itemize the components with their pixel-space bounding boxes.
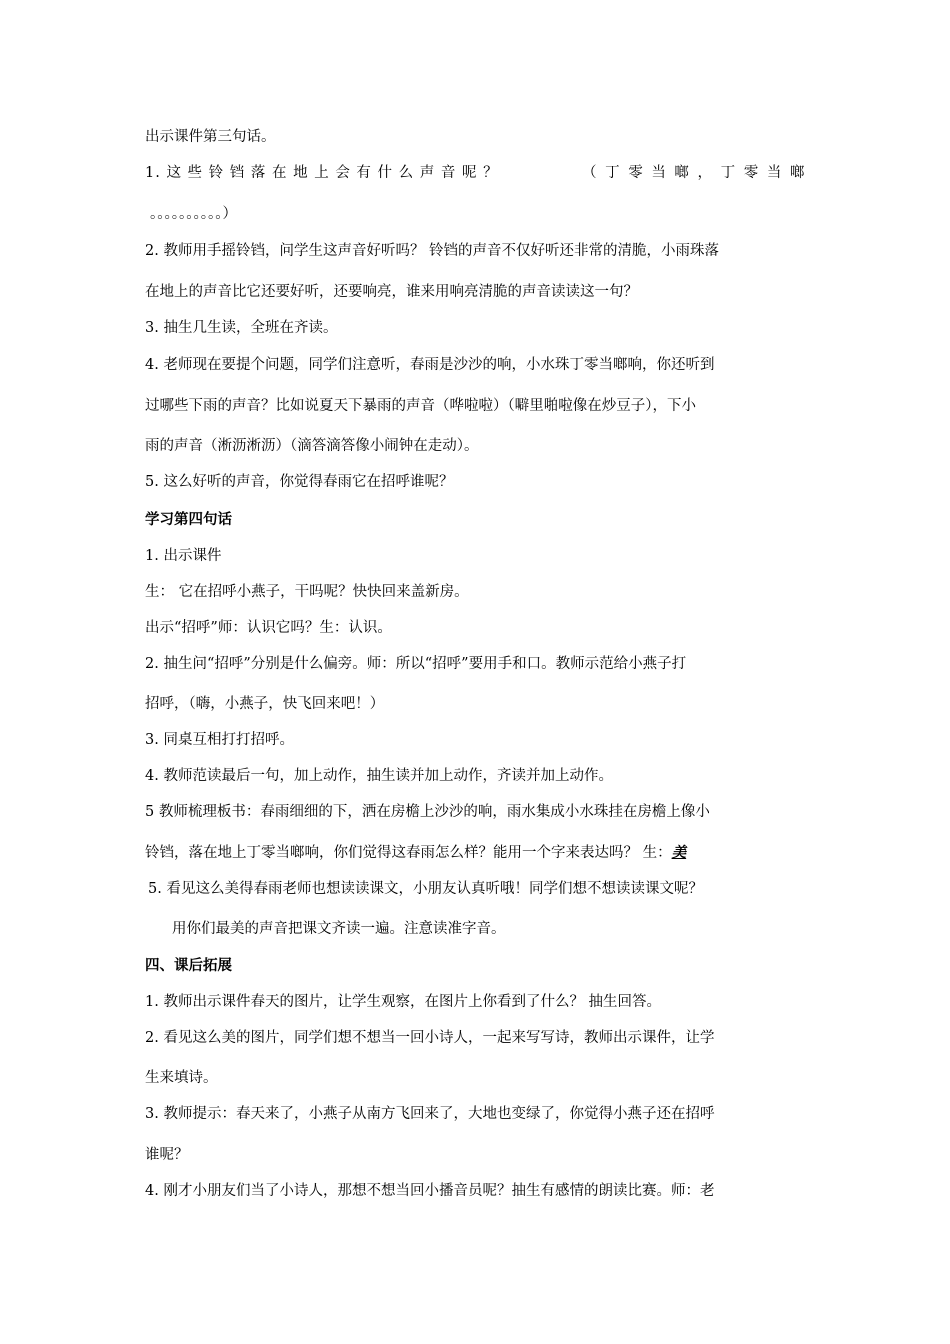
text-line: 4. 刚才小朋友们当了小诗人，那想不想当回小播音员呢？抽生有感情的朗读比赛。师：老 <box>145 1183 715 1199</box>
text-line: 雨的声音（淅沥淅沥）（滴答滴答像小闹钟在走动）。 <box>145 438 479 454</box>
text-line: 2. 抽生问“招呼”分别是什么偏旁。师：所以“招呼”要用手和口。教师示范给小燕子打 <box>145 656 687 672</box>
text-line: 生： 它在招呼小燕子，干吗呢？快快回来盖新房。 <box>145 584 469 600</box>
text-line: 3. 同桌互相打打招呼。 <box>145 732 294 748</box>
text-line: 生来填诗。 <box>145 1070 218 1086</box>
text-line: 3. 抽生几生读，全班在齐读。 <box>145 320 338 336</box>
text-line <box>145 163 810 183</box>
text-line: 3. 教师提示：春天来了，小燕子从南方飞回来了，大地也变绿了，你觉得小燕子还在招呼 <box>145 1106 715 1122</box>
section-heading: 学习第四句话 <box>145 512 232 528</box>
text-line: 谁呢？ <box>145 1147 189 1163</box>
text-line: 5 教师梳理板书：春雨细细的下，洒在房檐上沙沙的响，雨水集成小水珠挂在房檐上像小 <box>145 804 710 820</box>
text-line: 1. 教师出示课件春天的图片，让学生观察，在图片上你看到了什么？ 抽生回答。 <box>145 994 662 1010</box>
text-line: 出示“招呼”师：认识它吗？生：认识。 <box>145 620 392 636</box>
text-segment: 1. 这 些 铃 铛 落 在 地 上 会 有 什 么 声 音 呢 ？ <box>145 165 499 181</box>
text-line: 。。。。。。。。。。） <box>150 206 237 222</box>
text-line: 5. 这么好听的声音，你觉得春雨它在招呼谁呢？ <box>145 474 454 490</box>
text-line: 过哪些下雨的声音？比如说夏天下暴雨的声音（哗啦啦）（噼里啪啦像在炒豆子），下小 <box>145 398 696 414</box>
text-line: 出示课件第三句话。 <box>145 129 276 145</box>
text-line <box>145 843 810 863</box>
text-line: 4. 老师现在要提个问题，同学们注意听，春雨是沙沙的响，小水珠丁零当啷响，你还听到 <box>145 357 715 373</box>
text-line: 在地上的声音比它还要好听，还要响亮，谁来用响亮清脆的声音读读这一句？ <box>145 284 638 300</box>
text-line: 2. 教师用手摇铃铛，问学生这声音好听吗？ 铃铛的声音不仅好听还非常的清脆，小雨珠落 <box>145 243 720 259</box>
text-line: 2. 看见这么美的图片，同学们想不想当一回小诗人，一起来写写诗，教师出示课件，让学 <box>145 1030 715 1046</box>
answer-word: 美 <box>671 844 687 861</box>
text-line: 4. 教师范读最后一句，加上动作，抽生读并加上动作，齐读并加上动作。 <box>145 768 613 784</box>
section-heading: 四、课后拓展 <box>145 958 232 974</box>
text-line: 用你们最美的声音把课文齐读一遍。注意读准字音。 <box>172 921 506 937</box>
text-line: 5. 看见这么美得春雨老师也想读读课文，小朋友认真听哦！同学们想不想读读课文呢？ <box>148 881 703 897</box>
text-line: 1. 出示课件 <box>145 548 222 564</box>
text-segment: 铃铛，落在地上丁零当啷响，你们觉得这春雨怎么样？能用一个字来表达吗？ 生： <box>145 845 672 861</box>
text-segment: （ 丁 零 当 啷 ， 丁 零 当 啷 <box>582 165 807 181</box>
text-line: 招呼，（嗨，小燕子，快飞回来吧！） <box>145 696 385 712</box>
